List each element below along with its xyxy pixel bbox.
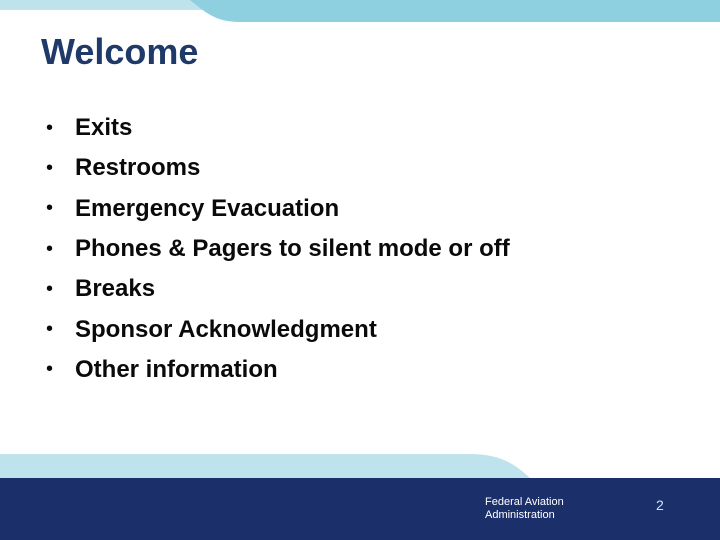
page-number: 2 bbox=[656, 497, 664, 513]
list-item bbox=[46, 108, 510, 148]
list-item bbox=[46, 229, 510, 269]
bullet-marker: • bbox=[46, 116, 54, 139]
footer-band bbox=[0, 450, 720, 540]
list-item bbox=[46, 309, 510, 349]
list-item bbox=[46, 189, 510, 229]
top-decorative-band bbox=[0, 0, 720, 24]
bullet-marker: • bbox=[46, 318, 54, 341]
bullet-text: Phones & Pagers to silent mode or off bbox=[75, 235, 510, 263]
bullet-marker: • bbox=[46, 197, 54, 220]
bullet-marker: • bbox=[46, 156, 54, 179]
bullet-text: Breaks bbox=[75, 275, 156, 303]
list-item bbox=[46, 269, 510, 309]
bullet-list bbox=[46, 108, 510, 390]
footer-organization bbox=[485, 496, 564, 521]
list-item bbox=[46, 350, 510, 390]
bullet-marker: • bbox=[46, 277, 54, 300]
bullet-marker: • bbox=[46, 358, 54, 381]
bullet-text: Emergency Evacuation bbox=[75, 194, 340, 222]
bullet-text: Restrooms bbox=[75, 154, 201, 182]
footer-org-line1: Federal Aviation bbox=[485, 496, 564, 508]
bullet-text: Other information bbox=[75, 355, 278, 383]
footer-org-line2: Administration bbox=[485, 508, 555, 521]
bullet-text: Exits bbox=[75, 114, 133, 142]
bullet-text: Sponsor Acknowledgment bbox=[75, 315, 377, 343]
slide-title: Welcome bbox=[41, 31, 199, 72]
bullet-marker: • bbox=[46, 237, 54, 260]
list-item bbox=[46, 148, 510, 188]
